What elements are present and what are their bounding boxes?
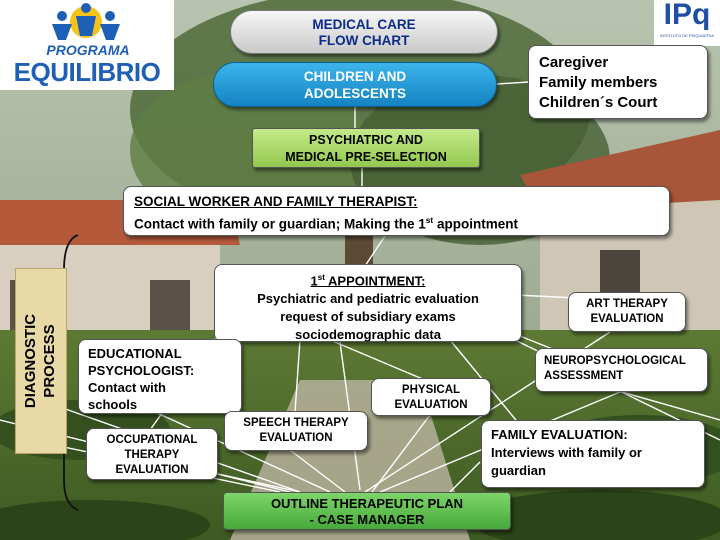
physical-line-2: EVALUATION xyxy=(394,399,468,411)
referral-childrens-court: Children´s Court xyxy=(539,94,658,111)
family-eval-line-1: FAMILY EVALUATION: xyxy=(491,427,628,442)
physical-evaluation-box xyxy=(371,378,491,416)
logo-ipq-text: IPq xyxy=(663,0,711,31)
children-adolescents-node xyxy=(213,62,497,107)
logo-programa-text: PROGRAMA xyxy=(46,42,130,58)
first-appointment-line-3: sociodemographic data xyxy=(295,327,441,343)
diagnostic-process-text: DIAGNOSTIC PROCESS xyxy=(22,313,58,409)
occupational-line-3: EVALUATION xyxy=(115,464,189,476)
logo-equilibrio-text: EQUILIBRIO xyxy=(13,57,161,87)
family-eval-line-2: Interviews with family or xyxy=(491,445,642,460)
neuropsych-line-1: NEUROPSYCHOLOGICAL xyxy=(544,355,686,367)
neuropsychological-box xyxy=(535,348,708,392)
physical-line-1: PHYSICAL xyxy=(401,384,461,396)
first-appointment-box xyxy=(214,264,522,342)
diagnostic-process-label xyxy=(15,268,67,454)
programa-equilibrio-logo xyxy=(0,0,174,90)
educational-line-4: schools xyxy=(88,397,138,412)
outline-therapeutic-plan-node xyxy=(223,492,511,530)
title-line-2: FLOW CHART xyxy=(318,33,410,48)
occupational-line-1: OCCUPATIONAL xyxy=(106,434,198,446)
preselection-line-1: PSYCHIATRIC AND xyxy=(309,133,423,147)
social-worker-box xyxy=(123,186,670,236)
neuropsych-line-2: ASSESSMENT xyxy=(544,370,624,382)
patients-line-1: CHILDREN AND xyxy=(303,69,407,84)
educational-psychologist-box xyxy=(78,339,242,414)
flow-chart-title xyxy=(230,10,498,54)
patients-line-2: ADOLESCENTS xyxy=(303,86,406,101)
speech-therapy-box xyxy=(224,411,368,451)
ipq-logo xyxy=(654,0,720,46)
educational-line-1: EDUCATIONAL xyxy=(88,346,182,361)
family-eval-line-3: guardian xyxy=(491,463,546,478)
preselection-line-2: MEDICAL PRE-SELECTION xyxy=(285,150,447,164)
occupational-line-2: THERAPY xyxy=(124,449,180,461)
educational-line-3: Contact with xyxy=(88,380,166,395)
art-therapy-line-2: EVALUATION xyxy=(590,313,664,325)
first-appointment-title: 1st APPOINTMENT: xyxy=(310,273,426,289)
plan-line-2: - CASE MANAGER xyxy=(309,512,425,527)
psychiatric-preselection-node xyxy=(252,128,480,168)
title-line-1: MEDICAL CARE xyxy=(312,17,416,32)
speech-line-2: EVALUATION xyxy=(259,432,333,444)
speech-line-1: SPEECH THERAPY xyxy=(243,417,349,429)
first-appointment-line-2: request of subsidiary exams xyxy=(280,309,456,325)
logo-ipq-subtext: INSTITUTO DE PSIQUIATRIA xyxy=(660,33,714,38)
social-worker-text: Contact with family or guardian; Making the 1st appointment xyxy=(134,215,518,232)
educational-line-2: PSYCHOLOGIST: xyxy=(88,363,195,378)
plan-line-1: OUTLINE THERAPEUTIC PLAN xyxy=(270,496,464,511)
family-evaluation-box xyxy=(481,420,705,488)
social-worker-title: SOCIAL WORKER AND FAMILY THERAPIST: xyxy=(134,194,418,209)
first-appointment-line-1: Psychiatric and pediatric evaluation xyxy=(257,291,479,307)
art-therapy-line-1: ART THERAPY xyxy=(586,298,668,310)
occupational-therapy-box xyxy=(86,428,218,480)
referral-family-members: Family members xyxy=(539,74,658,91)
art-therapy-box xyxy=(568,292,686,332)
referral-sources-box xyxy=(528,45,708,119)
referral-caregiver: Caregiver xyxy=(539,54,609,71)
